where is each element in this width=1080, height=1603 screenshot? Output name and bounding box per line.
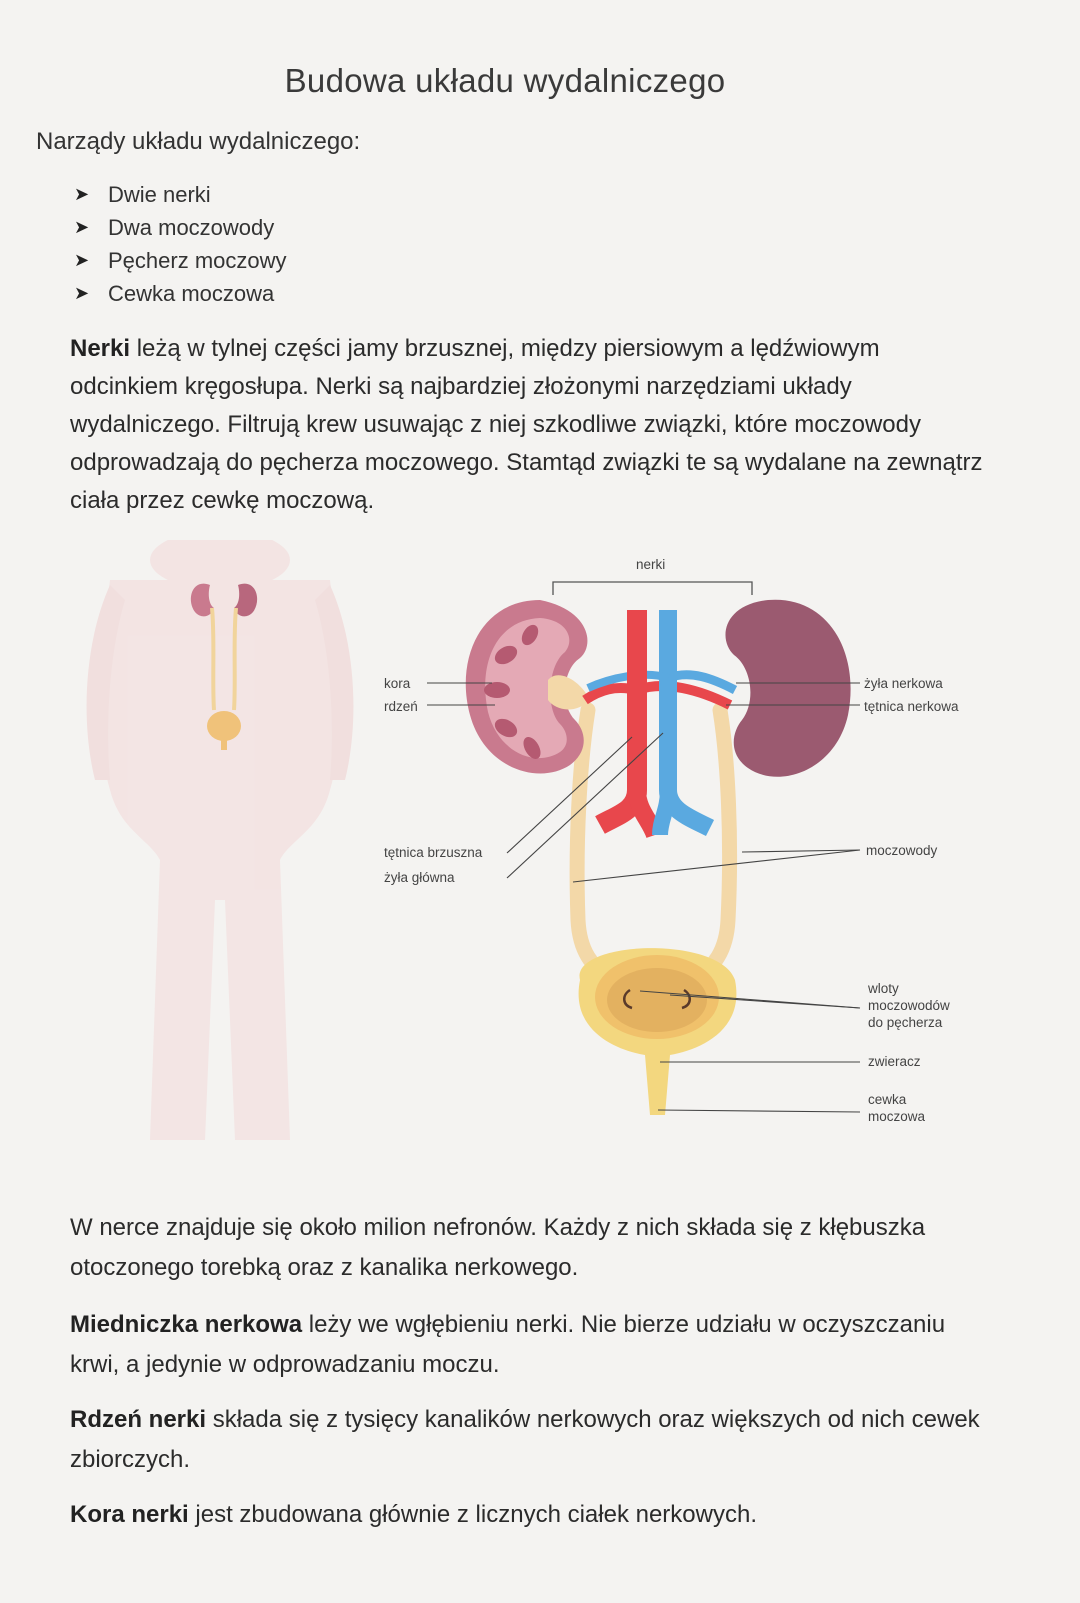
organ-list (74, 178, 287, 310)
list-item (74, 244, 287, 277)
paragraph-nerki (70, 330, 990, 520)
ureter-left (577, 710, 610, 980)
kidney-right (725, 600, 850, 777)
label-wloty-line: do pęcherza (868, 1015, 943, 1030)
label-moczowody: moczowody (866, 843, 938, 858)
label-rdzen: rdzeń (384, 699, 418, 714)
urinary-system-figure (0, 540, 1080, 1160)
list-item (74, 178, 287, 211)
arrow-bullet-icon: ➤ (74, 217, 90, 237)
label-wloty-line: wloty (868, 981, 899, 996)
page-title: Budowa układu wydalniczego (284, 62, 726, 99)
term-kora: Kora nerki (70, 1501, 189, 1528)
label-cewka (868, 1091, 925, 1125)
paragraph-nefrony: W nerce znajduje się około milion nefronów. Każdy z nich składa się z kłębuszka otoczonego torebką oraz z kanalika nerkowego. (70, 1214, 926, 1281)
label-wloty (868, 980, 950, 1031)
paragraph-text: składa się z tysięcy kanalików nerkowych oraz większych od nich cewek zbiorczych. (70, 1406, 980, 1473)
label-zyla-glowna: żyła główna (384, 870, 455, 885)
paragraph-text: leży we wgłębieniu nerki. Nie bierze udziału w oczyszczaniu krwi, a jedynie w odprowadzaniu moczu. (70, 1311, 946, 1378)
list-item (74, 211, 287, 244)
organ-label: Dwa moczowody (108, 214, 275, 240)
label-zyla-nerkowa: żyła nerkowa (864, 676, 943, 691)
paragraph-text: leżą w tylnej części jamy brzusznej, między piersiowym a lędźwiowym odcinkiem kręgosłupa. Nerki są najbardziej złożonymi narzędziami układy wydalniczego. Filtrują krew usuwając z niej szkodliwe związki, które moczowody odprowadzają do pęcherza moczowego. Stamtąd związki te są wydalane na zewnątrz ciała przez cewkę moczową. (70, 335, 983, 514)
arrow-bullet-icon: ➤ (74, 184, 90, 204)
term-rdzen: Rdzeń nerki (70, 1406, 207, 1433)
organ-label: Pęcherz moczowy (108, 247, 287, 273)
term-nerki: Nerki (70, 335, 131, 362)
paragraph-rdzen (70, 1400, 990, 1480)
label-nerki: nerki (636, 557, 666, 572)
organ-label: Cewka moczowa (108, 280, 275, 306)
bladder (579, 948, 737, 1115)
label-kora: kora (384, 676, 411, 691)
ureter-right (696, 710, 730, 980)
bracket-line (553, 582, 752, 595)
label-zwieracz: zwieracz (868, 1054, 921, 1069)
label-wloty-line: moczowodów (868, 998, 950, 1013)
label-cewka-line: cewka (868, 1092, 907, 1107)
body-silhouette (87, 540, 354, 1140)
term-miedniczka: Miedniczka nerkowa (70, 1311, 303, 1338)
list-item (74, 277, 287, 310)
arrow-bullet-icon: ➤ (74, 250, 90, 270)
label-tetnica-nerkowa: tętnica nerkowa (864, 699, 959, 714)
label-cewka-line: moczowa (868, 1109, 926, 1124)
paragraph-kora (70, 1496, 990, 1534)
paragraph-text: jest zbudowana głównie z licznych ciałek nerkowych. (188, 1501, 757, 1528)
paragraph-miedniczka (70, 1305, 990, 1385)
organ-label: Dwie nerki (108, 181, 211, 207)
arrow-bullet-icon: ➤ (74, 283, 90, 303)
intro-heading: Narządy układu wydalniczego: (36, 128, 361, 155)
label-tetnica-brzuszna: tętnica brzuszna (384, 845, 483, 860)
